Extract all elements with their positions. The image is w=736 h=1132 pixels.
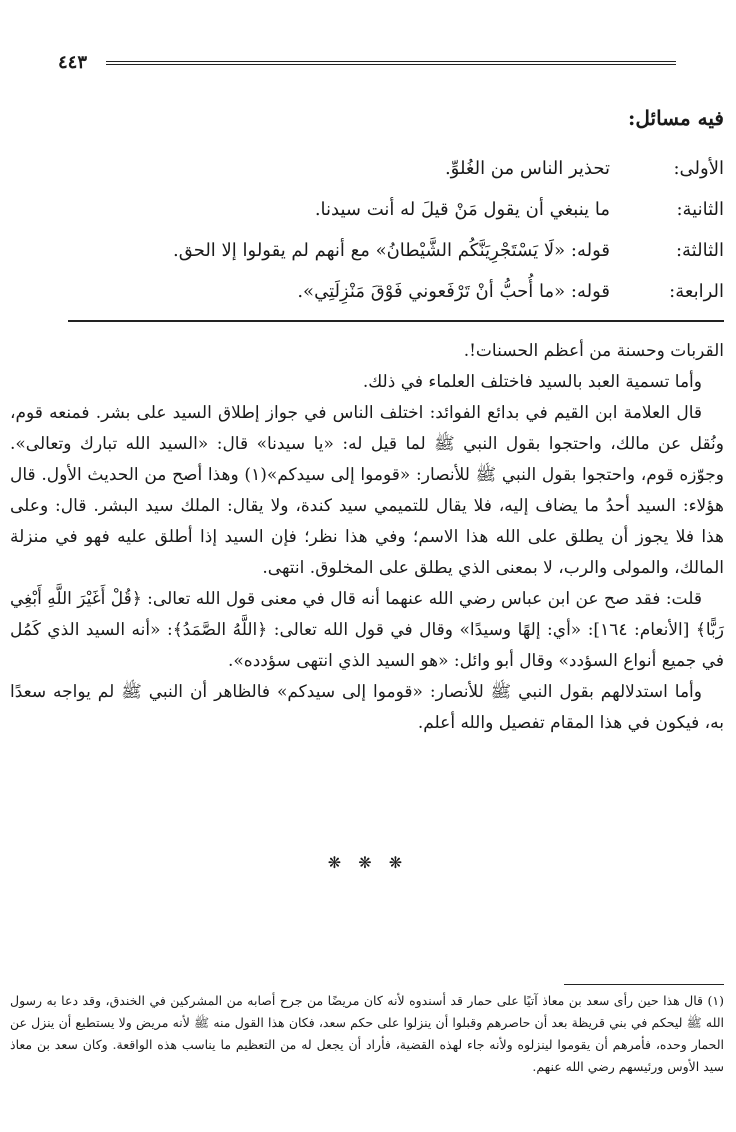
page-number: ٤٤٣ [58,52,88,73]
issue-text: قوله: «ما أُحبُّ أنْ تَرْفَعوني فَوْقَ مَنْزِلَتِي». [297,281,610,302]
issues-list [52,148,724,312]
issue-text: ما ينبغي أن يقول مَنْ قيلَ له أنت سيدنا. [314,199,610,220]
paragraph: وأما استدلالهم بقول النبي ﷺ للأنصار: «قوموا إلى سيدكم» فالظاهر أن النبي ﷺ لم يواجه سعدًا به، فيكون في هذا المقام تفصيل والله أعلم. [10,682,724,733]
paragraph: القربات وحسنة من أعظم الحسنات!. [463,341,724,361]
issue-label: الأولى: [673,158,724,179]
paragraph: قال العلامة ابن القيم في بدائع الفوائد: اختلف الناس في جواز إطلاق السيد على بشر. فمنعه قوم، ونُقل عن مالك، واحتجوا بقول النبي ﷺ لما قيل له: «يا سيدنا» قال: «السيد الله تبارك وتعالى». وجوّزه قوم، واحتجوا بقول النبي ﷺ للأنصار: «قوموا إلى سيدكم»(١) وهذا أصح من الحديث الأول. قال هؤلاء: السيد أحدُ ما يضاف إليه، فلا يقال للتميمي سيد كندة، ولا يقال: الملك سيد البشر. قال: وعلى هذا فلا يجوز أن يطلق على الله هذا الاسم؛ وفي هذا نظر؛ فإن السيد إذا أطلق عليه فهو في منزلة المالك، والمولى والرب، لا بمعنى الذي يطلق على المخلوق. انتهى. [10,403,724,578]
issue-text: قوله: «لَا يَسْتَجْرِيَنَّكُم الشَّيْطانُ» مع أنهم لم يقولوا إلا الحق. [172,240,610,261]
issue-label: الرابعة: [669,281,724,302]
issue-item [52,189,724,230]
page-header [58,52,676,74]
issue-label: الثالثة: [675,240,724,261]
issue-item [52,148,724,189]
body-text [10,336,724,739]
issue-item [52,271,724,312]
section-divider [68,320,724,322]
footnote: (١) قال هذا حين رأى سعد بن معاذ آتيًا على حمار قد أسندوه لأنه كان مريضًا من جرح أصابه من المشركين في الخندق، وقد دعا به رسول الله ﷺ ليحكم في بني قريظة بعد أن حاصرهم وقبلوا أن ينزلوا على حكم سعد، فكان هذا القول منه ﷺ لأنه مريض ولا يستطيع أن ينزل عن الحمار وحده، فأمرهم أن يقوموا لينزلوه ولأنه جاء لهذه القضية، فأراد أن يجعل له من التعظيم ما يناسب هذه الواقعة. وكان سعد بن معاذ سيد الأوس ورئيسهم رضي الله عنهم. [10,993,724,1074]
footnote-rule [564,984,724,985]
paragraph: قلت: فقد صح عن ابن عباس رضي الله عنهما أنه قال في معنى قول الله تعالى: ﴿قُلْ أَغَيْرَ اللَّهِ أَبْغِي رَبًّا﴾ [الأنعام: ١٦٤]: «أي: إلهًا وسيدًا» وقال في قول الله تعالى: ﴿اللَّهُ الصَّمَدُ﴾: «أنه السيد الذي كَمُل في جميع أنواع السؤدد» وقال أبو وائل: «هو السيد الذي انتهى سؤدده». [10,589,724,671]
paragraph: وأما تسمية العبد بالسيد فاختلف العلماء في ذلك. [362,372,702,392]
header-rule [106,61,676,65]
ornament-separator: ❋ ❋ ❋ [327,853,409,872]
issue-text: تحذير الناس من الغُلوِّ. [444,158,610,179]
section-title: فيه مسائل: [627,106,724,130]
issue-label: الثانية: [676,199,724,220]
issue-item [52,230,724,271]
